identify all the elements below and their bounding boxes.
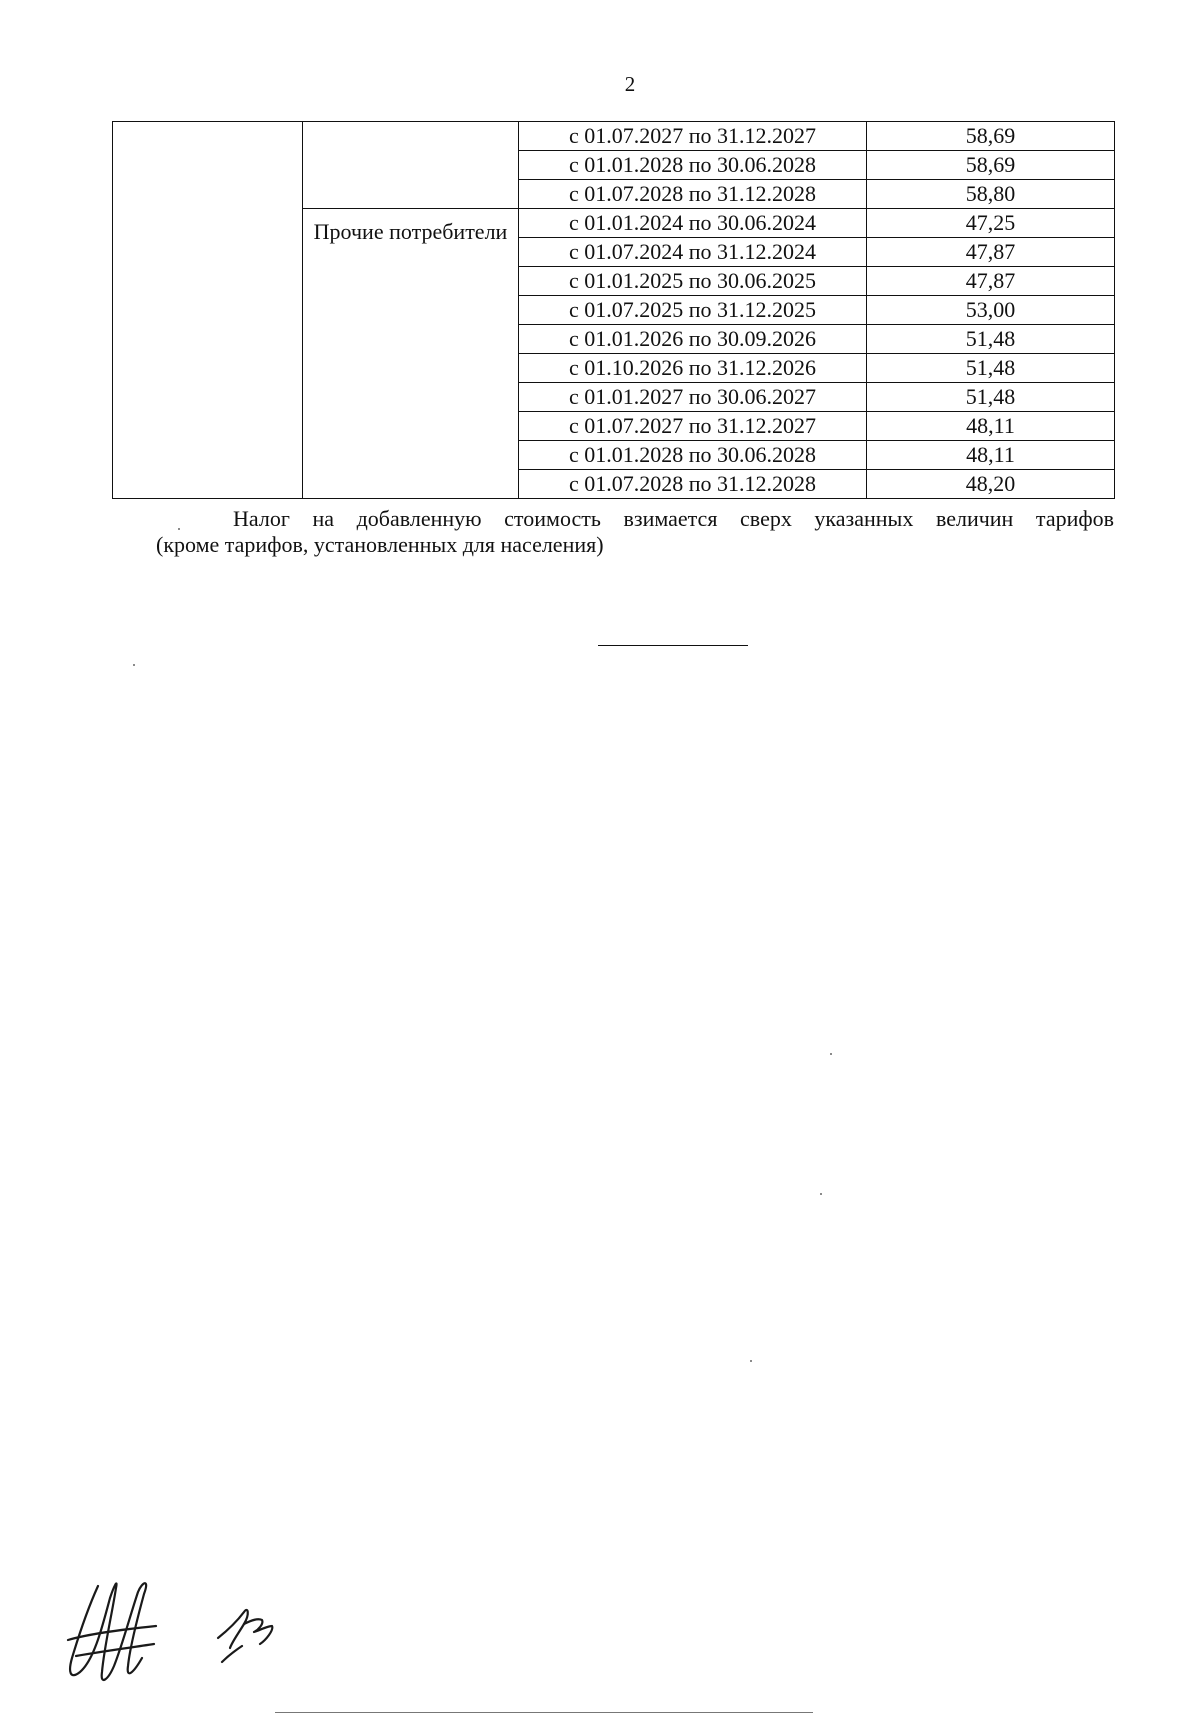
consumer-group-cell — [303, 209, 519, 499]
scan-speck — [178, 528, 180, 530]
previous-consumer-cell — [303, 122, 519, 209]
period-cell: с 01.10.2026 по 31.12.2026 — [519, 354, 867, 383]
tariff-value-cell: 47,25 — [867, 209, 1115, 238]
period-cell: с 01.01.2026 по 30.09.2026 — [519, 325, 867, 354]
tariff-value-cell: 48,11 — [867, 412, 1115, 441]
tariff-value-cell: 51,48 — [867, 354, 1115, 383]
vat-note-line-1: Налог на добавленную стоимость взимается сверх указанных величин тарифов — [233, 506, 1114, 531]
period-cell: с 01.01.2025 по 30.06.2025 — [519, 267, 867, 296]
tariff-value-cell: 47,87 — [867, 267, 1115, 296]
period-cell: с 01.01.2024 по 30.06.2024 — [519, 209, 867, 238]
scan-speck — [750, 1360, 752, 1362]
page-number: 2 — [624, 72, 636, 96]
tariff-value-cell: 53,00 — [867, 296, 1115, 325]
scan-speck — [133, 664, 135, 666]
tariff-value-cell: 51,48 — [867, 325, 1115, 354]
scan-speck — [830, 1053, 832, 1055]
scan-speck — [820, 1193, 822, 1195]
period-cell: с 01.07.2027 по 31.12.2027 — [519, 412, 867, 441]
tariff-value-cell: 58,69 — [867, 122, 1115, 151]
separator-line — [598, 645, 748, 646]
tariff-value-cell: 47,87 — [867, 238, 1115, 267]
tariff-value-cell: 51,48 — [867, 383, 1115, 412]
vat-note — [156, 506, 1114, 559]
period-cell: с 01.07.2024 по 31.12.2024 — [519, 238, 867, 267]
period-cell: с 01.07.2028 по 31.12.2028 — [519, 180, 867, 209]
tariff-value-cell: 48,11 — [867, 441, 1115, 470]
tariff-value-cell: 48,20 — [867, 470, 1115, 499]
vat-note-line-2: (кроме тарифов, установленных для населения) — [156, 532, 604, 558]
period-cell: с 01.01.2028 по 30.06.2028 — [519, 441, 867, 470]
tariff-table — [112, 121, 1115, 499]
period-cell: с 01.07.2027 по 31.12.2027 — [519, 122, 867, 151]
empty-category-cell — [113, 122, 303, 499]
table-row — [113, 122, 1115, 151]
period-cell: с 01.07.2025 по 31.12.2025 — [519, 296, 867, 325]
period-cell: с 01.01.2028 по 30.06.2028 — [519, 151, 867, 180]
tariff-table-container — [112, 121, 1115, 499]
consumer-group-label: Прочие потребители — [313, 219, 508, 244]
footer-line — [275, 1712, 813, 1713]
period-cell: с 01.07.2028 по 31.12.2028 — [519, 470, 867, 499]
handwritten-signatures-image — [58, 1568, 318, 1698]
tariff-value-cell: 58,69 — [867, 151, 1115, 180]
period-cell: с 01.01.2027 по 30.06.2027 — [519, 383, 867, 412]
tariff-value-cell: 58,80 — [867, 180, 1115, 209]
